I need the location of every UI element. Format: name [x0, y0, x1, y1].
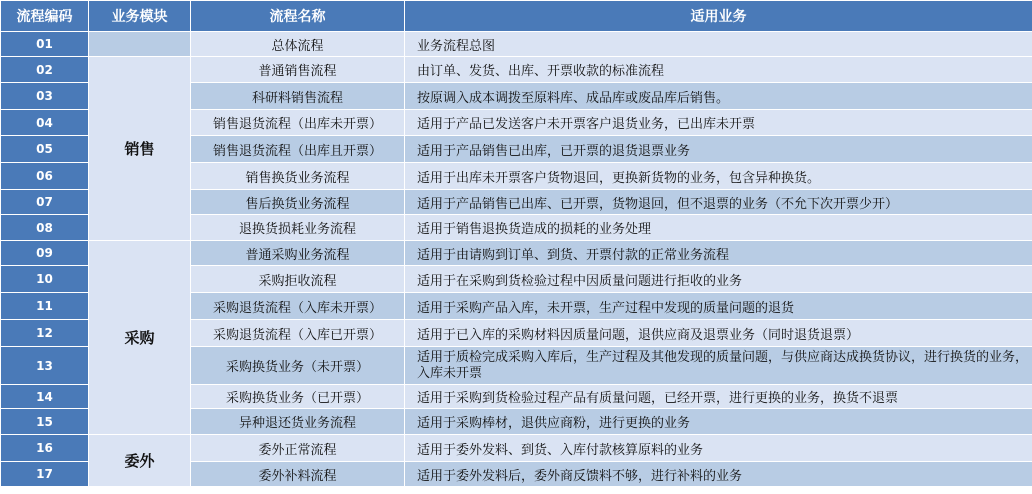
row-desc: 业务流程总图: [405, 32, 1032, 57]
row-code: 07: [1, 190, 89, 215]
row-name: 销售换货业务流程: [191, 163, 405, 190]
row-desc: 按原调入成本调拨至原料库、成品库或废品库后销售。: [405, 83, 1032, 110]
row-name: 售后换货业务流程: [191, 190, 405, 215]
row-desc: 适用于产品销售已出库，已开票的退货退票业务: [405, 136, 1032, 163]
row-name: 委外正常流程: [191, 435, 405, 462]
row-name: 销售退货流程（出库且开票）: [191, 136, 405, 163]
header-module: 业务模块: [89, 1, 191, 32]
module-sales: 销售: [89, 57, 191, 241]
row-desc: 由订单、发货、出库、开票收款的标准流程: [405, 57, 1032, 83]
row-desc: 适用于已入库的采购材料因质量问题，退供应商及退票业务（同时退货退票）: [405, 320, 1032, 347]
header-desc: 适用业务: [405, 1, 1032, 32]
row-desc: 适用于采购棒材，退供应商粉，进行更换的业务: [405, 409, 1032, 435]
row-code: 15: [1, 409, 89, 435]
row-code: 03: [1, 83, 89, 110]
row-code: 14: [1, 385, 89, 409]
row-code: 01: [1, 32, 89, 57]
module-cell-empty: [89, 32, 191, 57]
module-outsourcing: 委外: [89, 435, 191, 487]
row-name: 异种退还货业务流程: [191, 409, 405, 435]
row-code: 05: [1, 136, 89, 163]
row-code: 10: [1, 266, 89, 293]
row-code: 06: [1, 163, 89, 190]
row-name: 普通采购业务流程: [191, 241, 405, 266]
row-code: 04: [1, 110, 89, 136]
row-name: 采购退货流程（入库已开票）: [191, 320, 405, 347]
table-row: [1, 435, 1032, 462]
row-code: 11: [1, 293, 89, 320]
row-code: 13: [1, 347, 89, 385]
row-desc: 适用于采购产品入库，未开票，生产过程中发现的质量问题的退货: [405, 293, 1032, 320]
row-desc: 适用于质检完成采购入库后，生产过程及其他发现的质量问题，与供应商达成换货协议，进行换货的业务，入库未开票: [405, 347, 1032, 385]
row-name: 总体流程: [191, 32, 405, 57]
row-name: 退换货损耗业务流程: [191, 215, 405, 241]
module-purchase: 采购: [89, 241, 191, 435]
row-code: 12: [1, 320, 89, 347]
header-name: 流程名称: [191, 1, 405, 32]
row-code: 09: [1, 241, 89, 266]
row-desc: 适用于销售退换货造成的损耗的业务处理: [405, 215, 1032, 241]
header-code: 流程编码: [1, 1, 89, 32]
row-name: 采购换货业务（未开票）: [191, 347, 405, 385]
table-row: [1, 32, 1032, 57]
row-name: 采购换货业务（已开票）: [191, 385, 405, 409]
row-name: 委外补料流程: [191, 462, 405, 487]
row-desc: 适用于委外发料后，委外商反馈料不够，进行补料的业务: [405, 462, 1032, 487]
table-row: [1, 57, 1032, 83]
row-code: 16: [1, 435, 89, 462]
row-name: 销售退货流程（出库未开票）: [191, 110, 405, 136]
row-desc: 适用于采购到货检验过程产品有质量问题，已经开票，进行更换的业务，换货不退票: [405, 385, 1032, 409]
row-code: 02: [1, 57, 89, 83]
header-row: [1, 1, 1032, 32]
row-desc: 适用于由请购到订单、到货、开票付款的正常业务流程: [405, 241, 1032, 266]
table-row: [1, 241, 1032, 266]
row-name: 科研料销售流程: [191, 83, 405, 110]
row-desc: 适用于委外发料、到货、入库付款核算原料的业务: [405, 435, 1032, 462]
row-desc: 适用于出库未开票客户货物退回，更换新货物的业务，包含异种换货。: [405, 163, 1032, 190]
row-desc: 适用于产品已发送客户未开票客户退货业务，已出库未开票: [405, 110, 1032, 136]
row-desc: 适用于在采购到货检验过程中因质量问题进行拒收的业务: [405, 266, 1032, 293]
row-name: 采购退货流程（入库未开票）: [191, 293, 405, 320]
row-name: 普通销售流程: [191, 57, 405, 83]
row-name: 采购拒收流程: [191, 266, 405, 293]
row-code: 17: [1, 462, 89, 487]
row-desc: 适用于产品销售已出库、已开票，货物退回，但不退票的业务（不允下次开票少开）: [405, 190, 1032, 215]
row-code: 08: [1, 215, 89, 241]
